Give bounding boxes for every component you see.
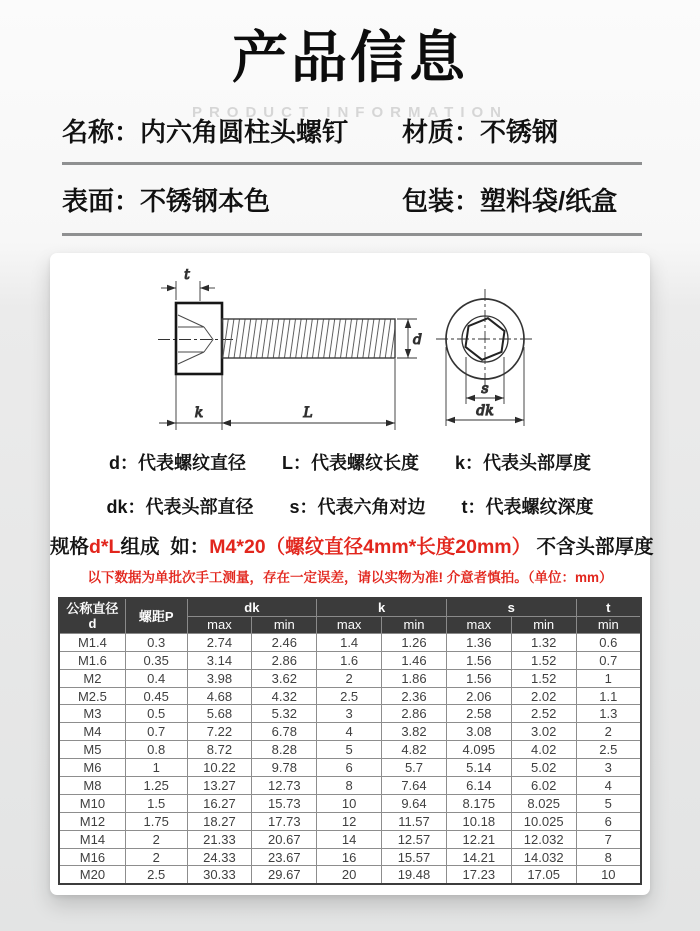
value-cell: 5 xyxy=(576,794,641,812)
table-row xyxy=(59,651,641,669)
value-cell: 5.02 xyxy=(511,759,576,777)
size-cell: M3 xyxy=(59,705,125,723)
value-cell: 1.75 xyxy=(125,812,187,830)
value-cell: 2 xyxy=(125,830,187,848)
header-pitch: 螺距P xyxy=(125,598,187,633)
product-surface-text: 表面：不锈钢本色 xyxy=(62,186,271,217)
spec-table-header xyxy=(59,598,641,633)
value-cell: 4.32 xyxy=(252,687,317,705)
value-cell: 14.21 xyxy=(446,848,511,866)
table-row xyxy=(59,723,641,741)
dimension-t xyxy=(161,281,215,301)
value-cell: 10 xyxy=(576,866,641,884)
screw-end-view xyxy=(436,289,534,426)
value-cell: 4.82 xyxy=(382,741,447,759)
value-cell: 12.57 xyxy=(382,830,447,848)
table-row xyxy=(59,633,641,651)
dim-label-k: k xyxy=(194,405,204,422)
dim-label-L: L xyxy=(303,405,313,422)
page-header xyxy=(0,0,700,121)
value-cell: 1.3 xyxy=(576,705,641,723)
value-cell: 1 xyxy=(125,759,187,777)
header-group-t: t xyxy=(576,598,641,616)
size-cell: M2.5 xyxy=(59,687,125,705)
value-cell: 12.73 xyxy=(252,777,317,795)
measurement-warning: 以下数据为单批次手工测量，存在一定误差，请以实物为准! 介意者慎拍。（单位：mm） xyxy=(87,570,613,586)
header-sub-min: min xyxy=(511,616,576,633)
value-cell: 2.5 xyxy=(576,741,641,759)
value-cell: 7.64 xyxy=(382,777,447,795)
value-cell: 5.68 xyxy=(187,705,252,723)
value-cell: 6.14 xyxy=(446,777,511,795)
value-cell: 12.21 xyxy=(446,830,511,848)
value-cell: 10 xyxy=(317,794,382,812)
value-cell: 2.86 xyxy=(382,705,447,723)
value-cell: 6.02 xyxy=(511,777,576,795)
header-sub-max: max xyxy=(446,616,511,633)
value-cell: 13.27 xyxy=(187,777,252,795)
screw-side-view xyxy=(158,267,422,430)
value-cell: 3.14 xyxy=(187,651,252,669)
value-cell: 1.46 xyxy=(382,651,447,669)
value-cell: 0.7 xyxy=(125,723,187,741)
size-cell: M1.6 xyxy=(59,651,125,669)
value-cell: 3.62 xyxy=(252,669,317,687)
legend-item-k: k：代表头部厚度 xyxy=(454,453,591,474)
value-cell: 1.1 xyxy=(576,687,641,705)
table-row xyxy=(59,794,641,812)
header-group-dk: dk xyxy=(187,598,317,616)
value-cell: 3 xyxy=(317,705,382,723)
value-cell: 19.48 xyxy=(382,866,447,884)
table-row xyxy=(59,669,641,687)
value-cell: 16 xyxy=(317,848,382,866)
value-cell: 0.5 xyxy=(125,705,187,723)
header-sub-min: min xyxy=(252,616,317,633)
value-cell: 2.5 xyxy=(125,866,187,884)
value-cell: 7.22 xyxy=(187,723,252,741)
spec-text: 组成 如： xyxy=(120,536,210,559)
table-row xyxy=(59,777,641,795)
value-cell: 6 xyxy=(317,759,382,777)
value-cell: 17.05 xyxy=(511,866,576,884)
spec-format-line xyxy=(50,533,654,561)
value-cell: 12 xyxy=(317,812,382,830)
size-cell: M1.4 xyxy=(59,633,125,651)
value-cell: 2 xyxy=(317,669,382,687)
legend-line-1 xyxy=(50,451,650,475)
size-cell: M12 xyxy=(59,812,125,830)
product-detail-card xyxy=(50,253,654,894)
value-cell: 8.72 xyxy=(187,741,252,759)
legend-item-t: t：代表螺纹深度 xyxy=(461,497,594,518)
header-sub-max: max xyxy=(317,616,382,633)
value-cell: 14 xyxy=(317,830,382,848)
dimension-k xyxy=(159,375,239,430)
size-cell: M14 xyxy=(59,830,125,848)
table-row xyxy=(59,687,641,705)
value-cell: 11.57 xyxy=(382,812,447,830)
value-cell: 4.095 xyxy=(446,741,511,759)
value-cell: 0.8 xyxy=(125,741,187,759)
value-cell: 12.032 xyxy=(511,830,576,848)
value-cell: 0.6 xyxy=(576,633,641,651)
table-row xyxy=(59,741,641,759)
value-cell: 2.74 xyxy=(187,633,252,651)
spec-red-example: M4*20（螺纹直径4mm*长度20mm） xyxy=(209,536,532,559)
value-cell: 9.64 xyxy=(382,794,447,812)
header-sub-min: min xyxy=(382,616,447,633)
value-cell: 4.02 xyxy=(511,741,576,759)
value-cell: 2 xyxy=(576,723,641,741)
size-cell: M16 xyxy=(59,848,125,866)
legend-item-s: s：代表六角对边 xyxy=(289,497,426,518)
table-row xyxy=(59,866,641,884)
screw-technical-drawing xyxy=(50,253,650,445)
size-cell: M20 xyxy=(59,866,125,884)
value-cell: 15.57 xyxy=(382,848,447,866)
value-cell: 10.025 xyxy=(511,812,576,830)
value-cell: 1.5 xyxy=(125,794,187,812)
value-cell: 1.56 xyxy=(446,669,511,687)
thread-shaft xyxy=(222,319,395,358)
value-cell: 1.26 xyxy=(382,633,447,651)
separator-line xyxy=(62,162,642,165)
value-cell: 2.36 xyxy=(382,687,447,705)
dim-label-d: d xyxy=(413,332,422,349)
value-cell: 17.23 xyxy=(446,866,511,884)
value-cell: 10.18 xyxy=(446,812,511,830)
value-cell: 2.58 xyxy=(446,705,511,723)
value-cell: 1 xyxy=(576,669,641,687)
value-cell: 2.52 xyxy=(511,705,576,723)
value-cell: 0.45 xyxy=(125,687,187,705)
value-cell: 23.67 xyxy=(252,848,317,866)
value-cell: 4.68 xyxy=(187,687,252,705)
product-packaging-text: 包装：塑料袋/纸盒 xyxy=(402,186,618,217)
value-cell: 0.35 xyxy=(125,651,187,669)
value-cell: 18.27 xyxy=(187,812,252,830)
value-cell: 5.7 xyxy=(382,759,447,777)
value-cell: 1.6 xyxy=(317,651,382,669)
spec-red-dl: d*L xyxy=(89,536,121,559)
header-sub-min: min xyxy=(576,616,641,633)
header-group-s: s xyxy=(446,598,576,616)
value-cell: 2.02 xyxy=(511,687,576,705)
page-title: 产品信息 xyxy=(232,26,468,89)
dim-label-s: s xyxy=(481,381,489,398)
value-cell: 2.06 xyxy=(446,687,511,705)
value-cell: 30.33 xyxy=(187,866,252,884)
value-cell: 0.4 xyxy=(125,669,187,687)
size-cell: M8 xyxy=(59,777,125,795)
value-cell: 14.032 xyxy=(511,848,576,866)
value-cell: 3.82 xyxy=(382,723,447,741)
spec-text: 不含头部厚度 xyxy=(531,536,654,559)
value-cell: 5.32 xyxy=(252,705,317,723)
value-cell: 1.25 xyxy=(125,777,187,795)
legend-item-d: d：代表螺纹直径 xyxy=(108,453,246,474)
table-row xyxy=(59,759,641,777)
product-info xyxy=(62,112,642,236)
value-cell: 8 xyxy=(576,848,641,866)
separator-line xyxy=(62,233,642,236)
value-cell: 6 xyxy=(576,812,641,830)
value-cell: 0.3 xyxy=(125,633,187,651)
spec-table-body xyxy=(59,633,641,883)
dim-label-t: t xyxy=(184,267,190,284)
table-row xyxy=(59,830,641,848)
value-cell: 3 xyxy=(576,759,641,777)
value-cell: 1.52 xyxy=(511,669,576,687)
value-cell: 8.175 xyxy=(446,794,511,812)
value-cell: 4 xyxy=(576,777,641,795)
value-cell: 8.28 xyxy=(252,741,317,759)
value-cell: 9.78 xyxy=(252,759,317,777)
size-cell: M2 xyxy=(59,669,125,687)
value-cell: 1.86 xyxy=(382,669,447,687)
table-row xyxy=(59,812,641,830)
size-cell: M6 xyxy=(59,759,125,777)
value-cell: 3.02 xyxy=(511,723,576,741)
value-cell: 21.33 xyxy=(187,830,252,848)
value-cell: 16.27 xyxy=(187,794,252,812)
value-cell: 2 xyxy=(125,848,187,866)
size-cell: M10 xyxy=(59,794,125,812)
value-cell: 3.08 xyxy=(446,723,511,741)
value-cell: 10.22 xyxy=(187,759,252,777)
value-cell: 20 xyxy=(317,866,382,884)
legend-item-dk: dk：代表头部直径 xyxy=(106,497,254,518)
value-cell: 8 xyxy=(317,777,382,795)
value-cell: 3.98 xyxy=(187,669,252,687)
legend-item-L: L：代表螺纹长度 xyxy=(281,453,419,474)
value-cell: 2.5 xyxy=(317,687,382,705)
value-cell: 6.78 xyxy=(252,723,317,741)
legend-line-2 xyxy=(50,495,650,519)
value-cell: 5 xyxy=(317,741,382,759)
value-cell: 2.46 xyxy=(252,633,317,651)
value-cell: 8.025 xyxy=(511,794,576,812)
header-sub-max: max xyxy=(187,616,252,633)
size-cell: M5 xyxy=(59,741,125,759)
header-group-k: k xyxy=(317,598,447,616)
table-row xyxy=(59,848,641,866)
value-cell: 1.4 xyxy=(317,633,382,651)
value-cell: 1.52 xyxy=(511,651,576,669)
value-cell: 24.33 xyxy=(187,848,252,866)
dim-label-dk: dk xyxy=(476,403,494,420)
value-cell: 20.67 xyxy=(252,830,317,848)
value-cell: 7 xyxy=(576,830,641,848)
title-watermark: PRODUCT INFORMATION xyxy=(191,104,509,121)
value-cell: 2.86 xyxy=(252,651,317,669)
spec-text: 规格 xyxy=(50,536,90,559)
table-row xyxy=(59,705,641,723)
spec-table xyxy=(58,597,642,884)
product-name-text: 名称：内六角圆柱头螺钉 xyxy=(62,117,349,148)
product-material-text: 材质：不锈钢 xyxy=(402,117,559,148)
header-nominal-diameter: 公称直径 d xyxy=(59,598,125,633)
size-cell: M4 xyxy=(59,723,125,741)
value-cell: 0.7 xyxy=(576,651,641,669)
value-cell: 17.73 xyxy=(252,812,317,830)
info-row-surface-packaging xyxy=(62,181,642,218)
value-cell: 1.36 xyxy=(446,633,511,651)
value-cell: 15.73 xyxy=(252,794,317,812)
value-cell: 4 xyxy=(317,723,382,741)
value-cell: 29.67 xyxy=(252,866,317,884)
screw-head-outline xyxy=(176,303,222,374)
value-cell: 1.56 xyxy=(446,651,511,669)
value-cell: 1.32 xyxy=(511,633,576,651)
value-cell: 5.14 xyxy=(446,759,511,777)
